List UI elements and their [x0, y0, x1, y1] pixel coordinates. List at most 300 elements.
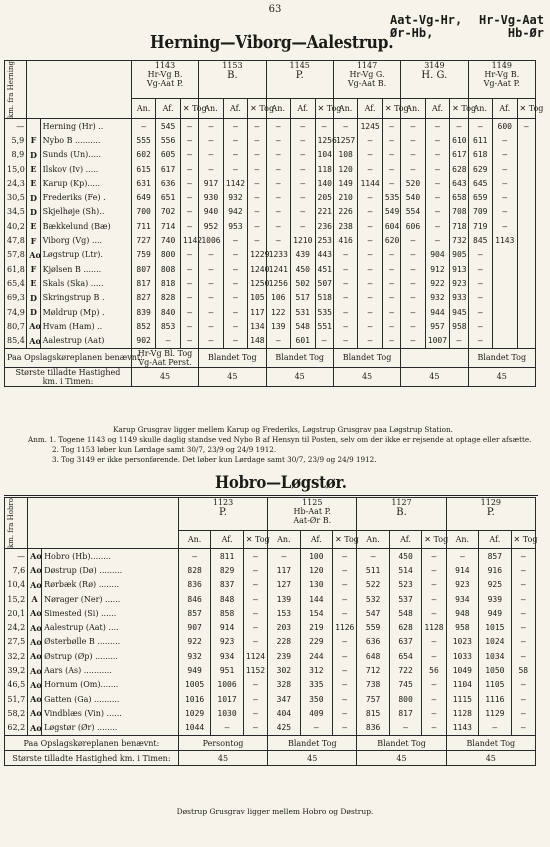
time-cell: 507 [315, 276, 333, 290]
max-speed: 45 [131, 367, 198, 386]
time-cell: 857 [178, 606, 210, 620]
time-cell: — [315, 119, 333, 134]
time-cell: — [223, 262, 247, 276]
train-number: 1149 [491, 61, 512, 70]
line-mark: Ao [28, 621, 42, 635]
time-cell: 1229 [248, 248, 266, 262]
time-cell: — [358, 319, 382, 333]
station-name: Døstrup (Dø) ......... [42, 563, 179, 577]
station-name: Frederiks (Fe) . [40, 190, 131, 204]
time-cell: 106 [266, 291, 290, 305]
time-cell: — [243, 692, 267, 706]
code-left-1: Aat-Vg-Hr, [390, 13, 463, 27]
station-row [5, 219, 536, 233]
km-value: 46,5 [5, 678, 28, 692]
bottom-note: Døstrup Grusgrav ligger mellem Hobro og Døstrup. [176, 807, 374, 816]
train-number: 1147 [356, 61, 378, 70]
time-cell: 957 [425, 319, 449, 333]
station-row [5, 549, 536, 564]
col-tog: ✕ Tog [243, 531, 267, 549]
time-cell: 601 [291, 333, 315, 348]
line-mark: Ao [27, 248, 40, 262]
time-cell: 637 [389, 635, 421, 649]
time-cell: — [333, 721, 357, 736]
time-cell: 514 [389, 563, 421, 577]
train-type-name: Blandet Tog [199, 348, 266, 367]
time-cell [493, 333, 517, 348]
time-cell: — [180, 176, 198, 190]
time-cell: — [382, 333, 400, 348]
time-cell: 800 [389, 692, 421, 706]
code-right-2: Hb-Ør [507, 26, 544, 40]
line-mark: F [27, 233, 40, 247]
train-header [333, 61, 400, 99]
time-cell [517, 162, 536, 176]
time-cell: — [333, 563, 357, 577]
train-route: Aat-Ør B. [293, 516, 332, 525]
line-mark: E [27, 276, 40, 290]
line-mark: E [27, 176, 40, 190]
km-value: 47,8 [5, 233, 27, 247]
time-cell: — [266, 219, 290, 233]
time-cell: 120 [300, 563, 332, 577]
time-cell: 1124 [243, 649, 267, 663]
time-cell: 108 [333, 148, 357, 162]
time-cell: — [291, 119, 315, 134]
time-cell: 1143 [446, 721, 478, 736]
time-cell: — [401, 248, 425, 262]
line-mark: D [27, 205, 40, 219]
time-cell [517, 333, 536, 348]
station-name: Ilskov (Iv) ..... [40, 162, 131, 176]
time-cell: 154 [300, 606, 332, 620]
time-cell: 839 [131, 305, 155, 319]
time-cell: 636 [357, 635, 389, 649]
station-name: Hornum (Om)....... [42, 678, 179, 692]
time-cell: 226 [333, 205, 357, 219]
time-cell: 902 [131, 333, 155, 348]
station-header [27, 61, 132, 119]
time-cell: — [422, 592, 446, 606]
time-cell: — [425, 176, 449, 190]
km-header-text: km. fra Herning [7, 61, 15, 118]
time-cell: — [511, 635, 535, 649]
time-cell: 1256 [266, 276, 290, 290]
time-cell: 205 [315, 190, 333, 204]
time-cell: — [180, 148, 198, 162]
time-cell: 933 [450, 291, 468, 305]
time-cell: 817 [131, 276, 155, 290]
time-cell: 606 [401, 219, 425, 233]
time-cell: — [425, 133, 449, 147]
time-cell: 1049 [446, 663, 478, 677]
time-cell: 836 [178, 578, 210, 592]
train-number: 1143 [154, 61, 176, 70]
time-cell: — [511, 721, 535, 736]
train-route: Hr-Vg B. [147, 70, 183, 79]
time-cell: 904 [425, 248, 449, 262]
train-category: P. [486, 507, 495, 518]
line-mark: D [27, 148, 40, 162]
time-cell: — [333, 649, 357, 663]
time-cell [493, 276, 517, 290]
station-name: Simested (Si) ...... [42, 606, 179, 620]
time-cell: 923 [446, 578, 478, 592]
line-mark: Ao [28, 578, 42, 592]
km-value: 30,5 [5, 190, 27, 204]
time-cell: — [493, 162, 517, 176]
time-cell: 409 [300, 706, 332, 720]
station-name: Østrup (Øp) ......... [42, 649, 179, 663]
time-cell: 518 [315, 291, 333, 305]
time-cell: 949 [479, 606, 511, 620]
station-row [5, 305, 536, 319]
time-cell: 907 [178, 621, 210, 635]
time-cell: — [248, 119, 266, 134]
time-cell: — [333, 319, 357, 333]
train-header [199, 61, 266, 99]
train-type-name: Blandet Tog [268, 735, 357, 750]
time-cell: 502 [291, 276, 315, 290]
time-cell: 958 [450, 319, 468, 333]
time-cell: 949 [178, 663, 210, 677]
time-cell: 1007 [425, 333, 449, 348]
col-tog: ✕ Tog [248, 98, 266, 119]
train-route: Hr-Vg G. [349, 70, 385, 79]
train-type-name: Blandet Tog [266, 348, 333, 367]
time-cell: 1257 [333, 133, 357, 147]
train-category: B. [396, 507, 407, 518]
station-name: Viborg (Vg) .... [40, 233, 131, 247]
col-af: Af. [389, 531, 421, 549]
time-cell: 848 [211, 592, 243, 606]
time-cell: — [493, 133, 517, 147]
time-cell: — [333, 549, 357, 564]
max-speed: 45 [178, 751, 267, 766]
time-cell: 1006 [211, 678, 243, 692]
col-an: An. [178, 531, 210, 549]
time-cell: — [422, 706, 446, 720]
time-cell: 312 [300, 663, 332, 677]
time-cell: 1144 [358, 176, 382, 190]
time-cell: 923 [211, 635, 243, 649]
time-cell: 651 [156, 190, 180, 204]
time-cell: 549 [382, 205, 400, 219]
km-value: 24,2 [5, 621, 28, 635]
time-cell: 611 [468, 133, 492, 147]
time-cell: — [358, 133, 382, 147]
speed-label: Største tilladte Hastighed km. i Timen: [5, 751, 179, 766]
time-cell: 532 [357, 592, 389, 606]
time-cell: 852 [131, 319, 155, 333]
time-cell: — [180, 291, 198, 305]
train-header [357, 498, 446, 531]
time-cell: 620 [382, 233, 400, 247]
time-cell: 718 [450, 219, 468, 233]
time-cell: 1104 [446, 678, 478, 692]
col-tog: ✕ Tog [422, 531, 446, 549]
col-an: An. [199, 98, 223, 119]
time-cell [517, 291, 536, 305]
time-cell: 604 [382, 219, 400, 233]
train-header [401, 61, 468, 99]
time-cell: 905 [450, 248, 468, 262]
speed-label: Største tilladte Hastighed km. i Timen: [5, 367, 132, 386]
train-header [446, 498, 535, 531]
km-value: 57,8 [5, 248, 27, 262]
station-row [5, 635, 536, 649]
time-cell: — [333, 333, 357, 348]
line-mark: Ao [28, 563, 42, 577]
time-cell: 443 [315, 248, 333, 262]
max-speed: 45 [333, 367, 400, 386]
max-speed: 45 [357, 751, 446, 766]
time-cell: — [401, 133, 425, 147]
col-tog: ✕ Tog [333, 531, 357, 549]
time-cell: — [223, 305, 247, 319]
km-value: 65,4 [5, 276, 27, 290]
time-cell: — [199, 305, 223, 319]
station-row [5, 176, 536, 190]
line-mark: Ao [28, 635, 42, 649]
time-cell: — [223, 162, 247, 176]
time-cell: 118 [315, 162, 333, 176]
time-cell: 236 [315, 219, 333, 233]
time-cell: 629 [468, 162, 492, 176]
time-cell: 548 [389, 606, 421, 620]
col-an: An. [468, 98, 492, 119]
time-cell: — [266, 119, 290, 134]
time-cell: 1024 [479, 635, 511, 649]
time-cell: — [248, 190, 266, 204]
station-header [28, 498, 179, 549]
time-cell: 738 [357, 678, 389, 692]
time-cell: — [450, 333, 468, 348]
km-value: — [5, 549, 28, 564]
station-name: Aalestrup (Aat) .... [42, 621, 179, 635]
time-cell: — [199, 148, 223, 162]
station-row [5, 248, 536, 262]
time-cell: 922 [178, 635, 210, 649]
line-mark: Ao [28, 606, 42, 620]
station-name: Hvam (Ham) .. [40, 319, 131, 333]
time-cell: — [333, 706, 357, 720]
km-value: 85,4 [5, 333, 27, 348]
time-cell: — [180, 119, 198, 134]
time-cell: 511 [357, 563, 389, 577]
time-cell: 711 [131, 219, 155, 233]
time-cell: — [511, 606, 535, 620]
col-tog: ✕ Tog [517, 98, 536, 119]
timetable-herning-viborg [4, 60, 544, 387]
time-cell: — [468, 291, 492, 305]
time-cell: 347 [268, 692, 300, 706]
time-cell: 945 [450, 305, 468, 319]
train-type-name: Blandet Tog [333, 348, 400, 367]
time-cell: 535 [382, 190, 400, 204]
train-number: 1145 [289, 61, 310, 70]
station-row [5, 692, 536, 706]
station-name: Møldrup (Mp) . [40, 305, 131, 319]
time-cell: — [468, 305, 492, 319]
time-cell: 451 [315, 262, 333, 276]
time-cell: 244 [300, 649, 332, 663]
time-cell: 925 [479, 578, 511, 592]
time-cell: — [156, 333, 180, 348]
time-cell: 117 [248, 305, 266, 319]
time-cell: 144 [300, 592, 332, 606]
time-cell: 700 [131, 205, 155, 219]
time-cell: 228 [268, 635, 300, 649]
time-cell: 958 [446, 621, 478, 635]
train-header [178, 498, 267, 531]
km-value: 62,2 [5, 721, 28, 736]
col-tog: ✕ Tog [180, 98, 198, 119]
time-cell: — [291, 219, 315, 233]
time-cell: — [223, 148, 247, 162]
time-cell: 1152 [243, 663, 267, 677]
station-name: Løgstør (Ør) ........ [42, 721, 179, 736]
time-cell: 253 [315, 233, 333, 247]
time-cell: — [199, 133, 223, 147]
time-cell: 617 [450, 148, 468, 162]
line-mark: Ao [27, 333, 40, 348]
time-cell: — [401, 291, 425, 305]
km-value: 39,2 [5, 663, 28, 677]
time-cell: 1105 [479, 678, 511, 692]
time-cell: — [358, 248, 382, 262]
km-header [5, 498, 28, 549]
km-value: 74,9 [5, 305, 27, 319]
col-af: Af. [223, 98, 247, 119]
station-row [5, 663, 536, 677]
time-cell: — [358, 219, 382, 233]
time-cell: — [223, 291, 247, 305]
time-cell: — [382, 276, 400, 290]
time-cell: 416 [333, 233, 357, 247]
train-route: Hr-Vg B. [484, 70, 520, 79]
time-cell: 1044 [178, 721, 210, 736]
time-cell: — [131, 119, 155, 134]
time-cell: 828 [156, 291, 180, 305]
time-cell: — [468, 119, 492, 134]
time-cell: — [333, 276, 357, 290]
time-cell: 818 [156, 276, 180, 290]
time-cell: — [511, 678, 535, 692]
notes-block [28, 425, 538, 465]
time-cell: — [422, 606, 446, 620]
time-cell: — [243, 678, 267, 692]
km-value: 10,4 [5, 578, 28, 592]
time-cell: 450 [291, 262, 315, 276]
time-cell: 523 [389, 578, 421, 592]
note-line: Karup Grusgrav ligger mellem Karup og Frederiks, Løgstrup Grusgrav paa Løgstrup Station. [113, 425, 453, 434]
time-cell: — [401, 233, 425, 247]
line-mark: D [27, 291, 40, 305]
time-cell [517, 176, 536, 190]
time-cell: 740 [156, 233, 180, 247]
time-cell: 708 [450, 205, 468, 219]
time-cell: 100 [300, 549, 332, 564]
time-cell: 934 [211, 649, 243, 663]
time-cell: — [199, 262, 223, 276]
station-name: Skals (Ska) ..... [40, 276, 131, 290]
time-cell: 808 [156, 262, 180, 276]
time-cell [517, 319, 536, 333]
station-name: Hobro (Hb)........ [42, 549, 179, 564]
time-cell: — [178, 549, 210, 564]
time-cell: — [243, 563, 267, 577]
time-cell: 840 [156, 305, 180, 319]
time-cell: — [333, 119, 357, 134]
train-type-name: Blandet Tog [446, 735, 535, 750]
time-cell: 1050 [479, 663, 511, 677]
time-cell: 643 [450, 176, 468, 190]
station-row [5, 333, 536, 348]
time-cell: — [223, 248, 247, 262]
time-cell [493, 319, 517, 333]
time-cell: — [425, 233, 449, 247]
km-value: 15,2 [5, 592, 28, 606]
time-cell [517, 148, 536, 162]
time-cell: — [468, 319, 492, 333]
time-cell: — [511, 578, 535, 592]
time-cell: 140 [315, 176, 333, 190]
km-value: 80,7 [5, 319, 27, 333]
time-cell: — [358, 148, 382, 162]
time-cell: — [479, 721, 511, 736]
time-cell: 932 [223, 190, 247, 204]
time-cell: 727 [131, 233, 155, 247]
time-cell: — [382, 133, 400, 147]
time-cell: 203 [268, 621, 300, 635]
time-cell: — [180, 133, 198, 147]
time-cell: 829 [211, 563, 243, 577]
time-cell: — [268, 549, 300, 564]
time-cell: — [199, 319, 223, 333]
time-cell: 853 [156, 319, 180, 333]
time-cell: — [468, 262, 492, 276]
time-cell: — [333, 592, 357, 606]
time-cell: 139 [268, 592, 300, 606]
time-cell: — [243, 578, 267, 592]
time-cell: 1256 [315, 133, 333, 147]
time-cell [517, 305, 536, 319]
time-cell: — [248, 233, 266, 247]
time-cell: 658 [450, 190, 468, 204]
time-cell: 645 [468, 176, 492, 190]
time-cell: 559 [357, 621, 389, 635]
time-cell: — [382, 305, 400, 319]
time-cell: — [493, 176, 517, 190]
time-cell: — [199, 291, 223, 305]
time-cell: — [493, 190, 517, 204]
time-cell: 944 [425, 305, 449, 319]
station-row [5, 133, 536, 147]
time-cell: — [425, 205, 449, 219]
train-type-name: Persontog [178, 735, 267, 750]
time-cell [493, 305, 517, 319]
time-cell: 1115 [446, 692, 478, 706]
time-cell: 605 [156, 148, 180, 162]
time-cell: 1005 [178, 678, 210, 692]
time-cell: 1033 [446, 649, 478, 663]
time-cell: 745 [389, 678, 421, 692]
time-cell: — [291, 133, 315, 147]
col-tog: ✕ Tog [511, 531, 535, 549]
line-mark: Ao [28, 721, 42, 736]
station-row [5, 190, 536, 204]
